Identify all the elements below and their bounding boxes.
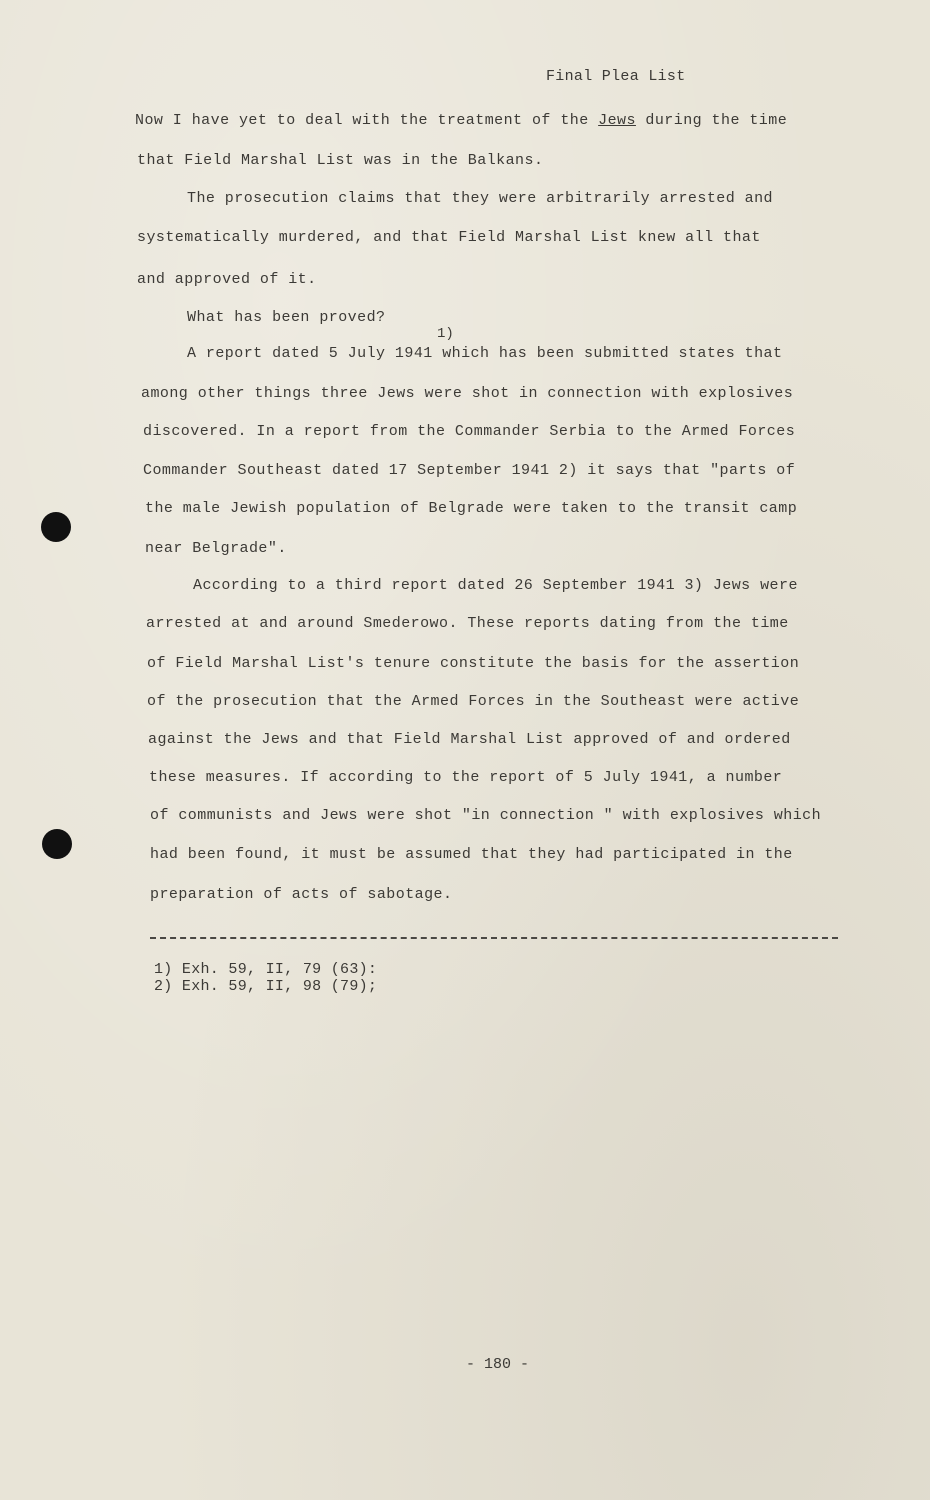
footnote-marker: 1): [437, 326, 454, 342]
body-line: of communists and Jews were shot "in connection " with explosives which: [150, 807, 822, 824]
body-line: among other things three Jews were shot in connection with explosives: [141, 385, 794, 402]
body-line: and approved of it.: [137, 271, 317, 288]
body-line: What has been proved?: [187, 309, 386, 326]
body-line: that Field Marshal List was in the Balkans.: [137, 152, 544, 169]
body-line: of Field Marshal List's tenure constitute the basis for the assertion: [147, 655, 800, 672]
body-line: the male Jewish population of Belgrade were taken to the transit camp: [145, 500, 798, 517]
body-line: against the Jews and that Field Marshal List approved of and ordered: [148, 731, 791, 748]
body-line: The prosecution claims that they were arbitrarily arrested and: [187, 190, 773, 207]
footnote: 1) Exh. 59, II, 79 (63):: [154, 961, 378, 978]
body-line: A report dated 5 July 1941 which has been submitted states that: [187, 345, 783, 362]
body-line: [135, 112, 787, 129]
body-line: near Belgrade".: [145, 540, 287, 557]
page-number: - 180 -: [466, 1356, 530, 1373]
body-line: Commander Southeast dated 17 September 1941 2) it says that "parts of: [143, 462, 796, 479]
body-line: these measures. If according to the report of 5 July 1941, a number: [149, 769, 783, 786]
footnote: 2) Exh. 59, II, 98 (79);: [154, 978, 378, 995]
punch-hole: [42, 829, 72, 859]
body-line: discovered. In a report from the Commander Serbia to the Armed Forces: [143, 423, 796, 440]
page-header: Final Plea List: [546, 68, 686, 85]
text-segment: Now I have yet to deal with the treatment of the: [135, 112, 599, 129]
punch-hole: [41, 512, 71, 542]
body-line: of the prosecution that the Armed Forces in the Southeast were active: [147, 693, 800, 710]
footnote-divider: [150, 937, 838, 939]
body-line: According to a third report dated 26 September 1941 3) Jews were: [193, 577, 798, 594]
body-line: systematically murdered, and that Field Marshal List knew all that: [137, 229, 761, 246]
body-line: arrested at and around Smederowo. These reports dating from the time: [146, 615, 789, 632]
body-line: had been found, it must be assumed that they had participated in the: [150, 846, 793, 863]
underlined-word: Jews: [598, 112, 636, 129]
body-line: preparation of acts of sabotage.: [150, 886, 453, 903]
text-segment: during the time: [635, 112, 788, 129]
